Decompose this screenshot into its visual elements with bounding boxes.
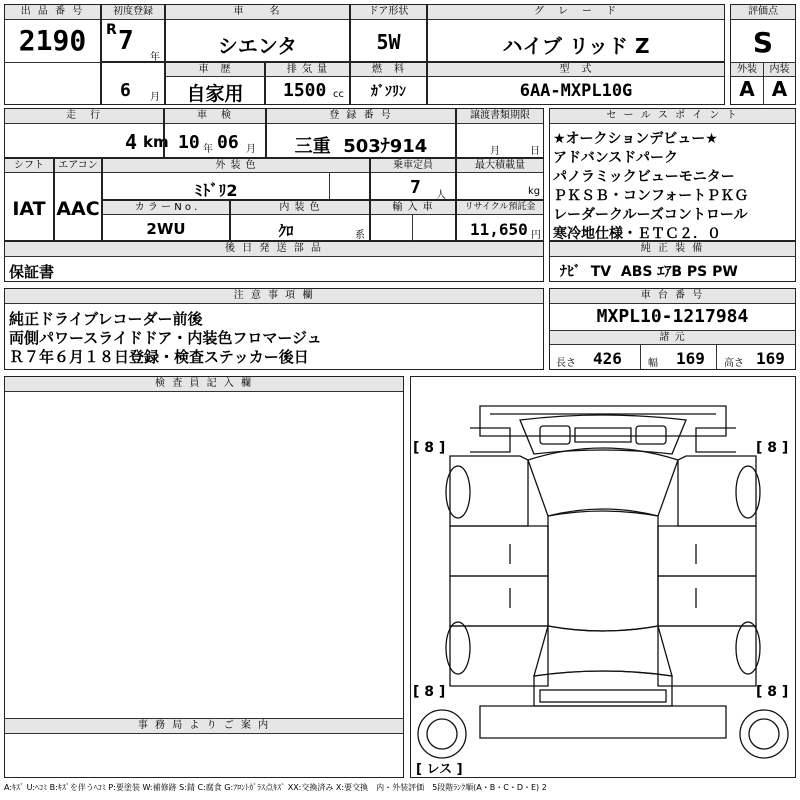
car-name: シエンタ	[217, 34, 298, 58]
reg-month-unit: 月	[150, 92, 160, 103]
car-outline-diagram	[410, 376, 796, 778]
int-color-label: 内 装 色	[231, 201, 369, 215]
reg-year: 7	[118, 26, 134, 56]
reg-year-unit: 年	[150, 52, 160, 63]
exterior-label: 外装	[731, 63, 763, 77]
lot-number: 2190	[18, 24, 87, 57]
insp-year-unit: 年	[203, 144, 213, 155]
sales-point: 寒冷地仕様・ＥＴＣ２．０	[553, 226, 721, 242]
length: 426	[593, 349, 622, 368]
registration-label: 登 録 番 号	[267, 109, 455, 124]
height-label: 高さ	[724, 358, 744, 369]
height: 169	[756, 349, 785, 368]
door-label: ドア形状	[351, 5, 426, 20]
sales-point: アドバンスドパーク	[553, 150, 679, 166]
door-type: 5W	[376, 30, 401, 54]
score-label: 評価点	[731, 5, 795, 20]
sales-point: ★オークションデビュー★	[553, 131, 718, 147]
color: ﾐﾄﾞﾘ2	[194, 181, 238, 200]
first-reg-label: 初度登録	[102, 5, 164, 20]
fuel-label: 燃 料	[351, 63, 426, 77]
equipment: ﾅﾋﾞ TV ABS ｴｱB PS PW	[560, 264, 738, 280]
tire-mark-front-left: [ 8 ]	[413, 440, 446, 456]
recycle: 11,650	[470, 220, 528, 239]
note-line: 両側パワースライドドア・内装色フロマージュ	[9, 329, 322, 347]
model-label: 型 式	[428, 63, 724, 77]
displacement: 1500	[283, 80, 327, 101]
mileage-label: 走 行	[5, 109, 163, 124]
width: 169	[676, 349, 705, 368]
tire-mark-front-right: [ 8 ]	[756, 440, 789, 456]
ac: AAC	[56, 198, 100, 220]
insp-month-unit: 月	[246, 144, 256, 155]
inspector-label: 検 査 員 記 入 欄	[5, 377, 403, 392]
mileage: 4	[125, 130, 138, 154]
km-unit: km	[143, 133, 169, 151]
era: R	[106, 22, 117, 38]
notes-label: 注 意 事 項 欄	[5, 289, 543, 304]
transfer-month: 月	[490, 146, 500, 157]
transfer-label: 譲渡書類期限	[457, 109, 543, 124]
note-line: 純正ドライブレコーダー前後	[9, 310, 203, 328]
capacity-unit: 人	[436, 190, 446, 201]
note-line: Ｒ７年６月１８日登録・検査ステッカー後日	[9, 348, 309, 366]
grade-label: グ レ ー ド	[428, 5, 724, 20]
interior-label: 内装	[764, 63, 795, 77]
inspection-label: 車 検	[165, 109, 265, 124]
sales-point: レーダークルーズコントロール	[553, 207, 748, 223]
car-name-label: 車 名	[166, 5, 349, 20]
history-label: 車 歴	[166, 63, 264, 77]
load-unit: kg	[528, 186, 541, 197]
later-parts: 保証書	[9, 263, 55, 281]
load-label: 最大積載量	[457, 159, 543, 173]
chassis-label: 車 台 番 号	[550, 289, 795, 304]
footer-legend: A:ｷｽﾞ U:ﾍｺﾐ B:ｷｽﾞを伴うﾍｺﾐ P:要塗装 W:補修跡 S:錆 C:腐食 G:ﾌﾛﾝﾄｶﾞﾗｽ点ｷｽﾞ XX:交換済み X:要交換 内・外装評価 5段階ﾗﾝｸ順(A・B・C・D・E) 2	[4, 783, 547, 792]
recycle-unit: 円	[531, 230, 541, 241]
color-no-label: カ ラ ー N o .	[103, 201, 229, 215]
score: S	[752, 26, 774, 59]
int-color-suffix: 系	[355, 230, 365, 241]
length-label: 長さ	[556, 358, 576, 369]
ac-label: エアコン	[55, 159, 101, 173]
color-label: 外 装 色	[103, 159, 369, 173]
tire-mark-rear-right: [ 8 ]	[756, 684, 789, 700]
width-label: 幅	[648, 358, 658, 369]
spare-tire-mark: [ レス ]	[416, 762, 463, 777]
transfer-day: 日	[530, 146, 540, 157]
displacement-label: 排 気 量	[266, 63, 349, 77]
lot-label: 出 品 番 号	[5, 5, 100, 20]
office-label: 事 務 局 よ り ご 案 内	[5, 719, 403, 734]
registration-number: 三重 503ﾅ914	[294, 136, 428, 157]
sales-point: ＰＫＳＢ・コンフォートＰＫＧ	[553, 188, 749, 204]
equipment-label: 純 正 装 備	[550, 242, 795, 257]
reg-month: 6	[120, 80, 131, 101]
later-parts-label: 後 日 発 送 部 品	[5, 242, 543, 257]
sales-points-label: セ ー ル ス ポ イ ン ト	[550, 109, 795, 124]
color-no: 2WU	[146, 220, 186, 238]
insp-year: 10	[178, 132, 200, 153]
import-label: 輸 入 車	[371, 201, 455, 215]
spec-label: 諸 元	[550, 331, 795, 345]
history: 自家用	[186, 83, 244, 105]
cc-unit: cc	[333, 89, 344, 100]
fuel: ｶﾞｿﾘﾝ	[371, 84, 406, 100]
interior-grade: A	[771, 77, 788, 101]
chassis-number: MXPL10-1217984	[596, 306, 749, 327]
model: 6AA-MXPL10G	[519, 81, 633, 101]
capacity: 7	[410, 177, 421, 198]
exterior-grade: A	[739, 77, 755, 101]
sales-point: パノラミックビューモニター	[553, 169, 735, 185]
grade: ハイブ リッド Z	[502, 34, 650, 58]
int-color: ｸﾛ	[278, 222, 294, 240]
insp-month: 06	[217, 132, 239, 153]
tire-mark-rear-left: [ 8 ]	[413, 684, 446, 700]
recycle-label: リサイクル預託金	[457, 201, 543, 215]
shift: IAT	[12, 198, 46, 220]
shift-label: シフト	[5, 159, 53, 173]
capacity-label: 乗車定員	[371, 159, 455, 173]
